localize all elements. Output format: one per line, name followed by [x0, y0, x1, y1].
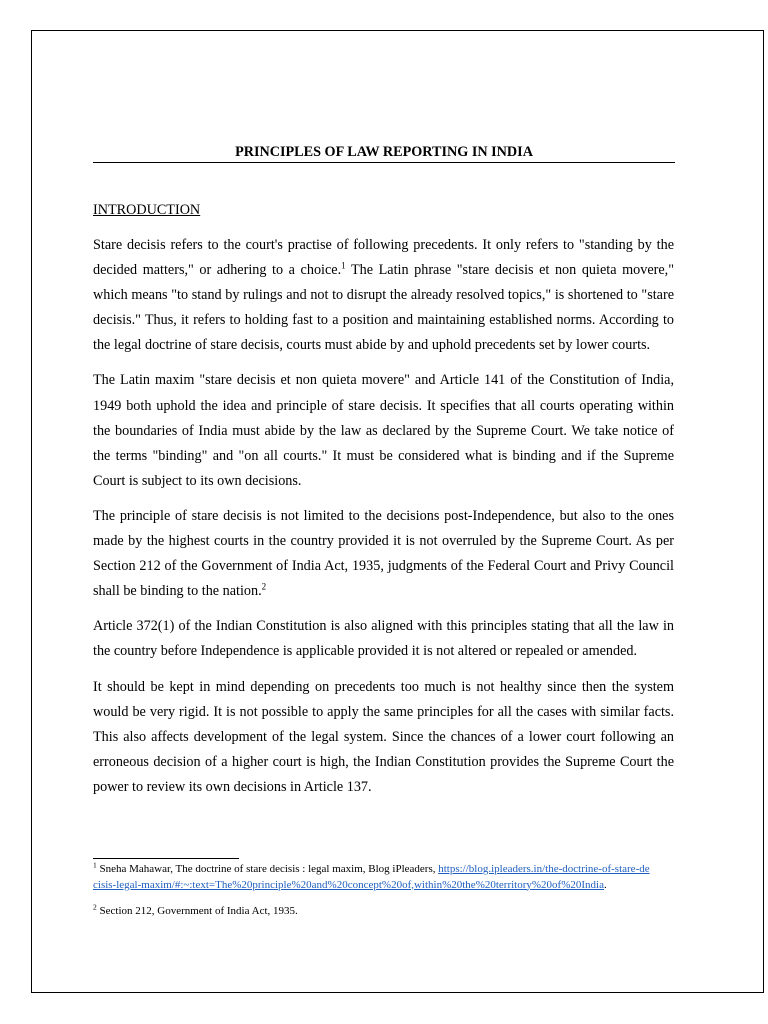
paragraph-5: It should be kept in mind depending on precedents too much is not healthy since then the system would be very rigid. It is not possible to apply the same principles for all the cases with similar facts. This also affects development of the legal system. Since the chances of a lower court following an erroneous decision of a higher court is high, the Indian Constitution provides the Supreme Court the power to review its own decisions in Article 137. — [93, 678, 674, 795]
paragraph-3 — [93, 504, 674, 604]
footnote-1-link[interactable]: https://blog.ipleaders.in/the-doctrine-of-stare-decisis-legal-maxim/#:~:text=The%20principle%20and%20concept%20of,within%20the%20territory%20of%20India — [93, 863, 650, 891]
footnote-2-number: 2 — [93, 902, 97, 912]
footnote-1 — [93, 862, 653, 893]
body-text — [93, 233, 674, 810]
paragraph-2: The Latin maxim "stare decisis et non quieta movere" and Article 141 of the Constitution of India, 1949 both uphold the idea and principle of stare decisis. It specifies that all courts operating within the boundaries of India must abide by the law as declared by the Supreme Court. We take notice of the terms "binding" and "on all courts." It must be considered what is binding and if the Supreme Court is subject to its own decisions. — [93, 372, 674, 489]
footnote-1-text: Sneha Mahawar, The doctrine of stare decisis : legal maxim, Blog iPleaders, — [96, 863, 439, 875]
footnote-separator — [93, 858, 239, 859]
paragraph-1-part-a: Stare decisis refers to the court's practise of following precedents. It only refers to "standing by the decided matters," or adhering to a choice. — [93, 237, 674, 279]
footnote-2 — [93, 904, 653, 920]
footnotes — [93, 862, 653, 931]
paragraph-1 — [93, 233, 674, 358]
footnote-ref-1[interactable]: 1 — [341, 260, 346, 271]
document-title: PRINCIPLES OF LAW REPORTING IN INDIA — [93, 142, 675, 163]
paragraph-1-part-b: The Latin phrase "stare decisis et non quieta movere," which means "to stand by rulings and not to disrupt the already resolved topics," is shortened to "stare decisis." Thus, it refers to holding fast to a position and maintaining established norms. According to the legal doctrine of stare decisis, courts must abide by and uphold precedents set by lower courts. — [93, 262, 674, 354]
paragraph-3-text: The principle of stare decisis is not limited to the decisions post-Independence, but also to the ones made by the highest courts in the country provided it is not overruled by the Supreme Court. As per Section 212 of the Government of India Act, 1935, judgments of the Federal Court and Privy Council shall be binding to the nation. — [93, 507, 674, 600]
paragraph-4: Article 372(1) of the Indian Constitution is also aligned with this principles stating that all the law in the country before Independence is applicable provided it is not altered or repealed or amended. — [93, 618, 674, 660]
section-heading-introduction: INTRODUCTION — [93, 202, 201, 218]
footnote-2-text: Section 212, Government of India Act, 1935. — [96, 905, 298, 917]
footnote-1-number: 1 — [93, 860, 97, 870]
footnote-1-end: . — [603, 878, 607, 891]
footnote-ref-2[interactable]: 2 — [261, 581, 267, 592]
